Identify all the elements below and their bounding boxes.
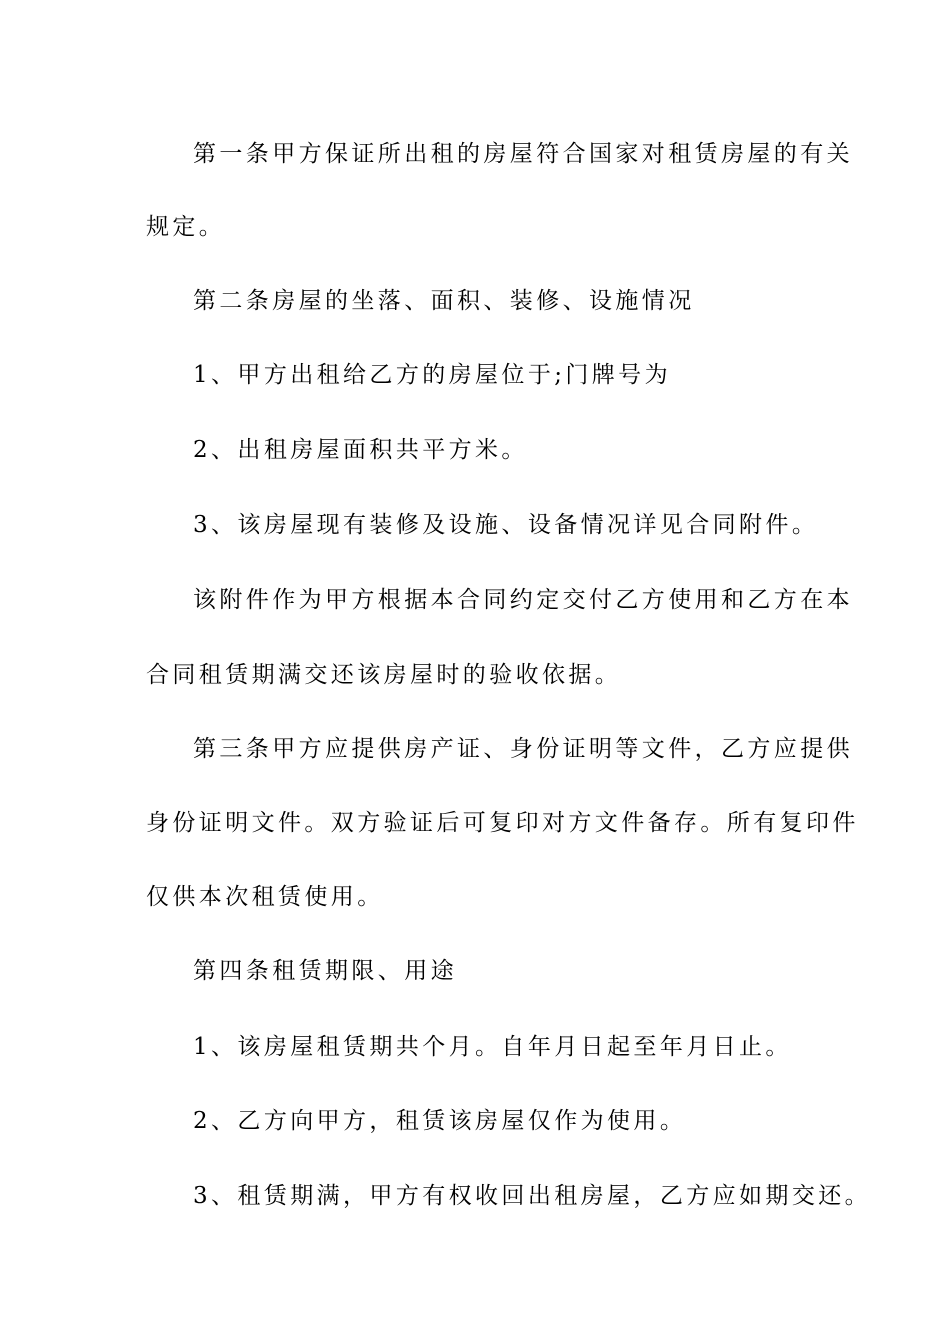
clause-2-item-1: 1、甲方出租给乙方的房屋位于;门牌号为	[193, 362, 671, 388]
annex-paragraph-line-2: 合同租赁期满交还该房屋时的验收依据。	[146, 662, 622, 688]
clause-4-item-3: 3、租赁期满，甲方有权收回出租房屋，乙方应如期交还。	[193, 1183, 872, 1209]
clause-1-line-2: 规定。	[146, 214, 226, 240]
clause-3-line-1: 第三条甲方应提供房产证、身份证明等文件，乙方应提供	[193, 736, 853, 762]
clause-4-heading: 第四条租赁期限、用途	[193, 958, 457, 984]
clause-4-item-1: 1、该房屋租赁期共个月。自年月日起至年月日止。	[193, 1034, 792, 1060]
clause-3-line-2: 身份证明文件。双方验证后可复印对方文件备存。所有复印件	[146, 810, 859, 836]
clause-1-line-1: 第一条甲方保证所出租的房屋符合国家对租赁房屋的有关	[193, 141, 853, 167]
clause-4-item-2: 2、乙方向甲方，租赁该房屋仅作为使用。	[193, 1108, 687, 1134]
annex-paragraph-line-1: 该附件作为甲方根据本合同约定交付乙方使用和乙方在本	[193, 587, 853, 613]
clause-2-item-3: 3、该房屋现有装修及设施、设备情况详见合同附件。	[193, 512, 819, 538]
clause-2-heading: 第二条房屋的坐落、面积、装修、设施情况	[193, 288, 695, 314]
clause-3-line-3: 仅供本次租赁使用。	[146, 884, 384, 910]
clause-2-item-2: 2、出租房屋面积共平方米。	[193, 437, 528, 463]
